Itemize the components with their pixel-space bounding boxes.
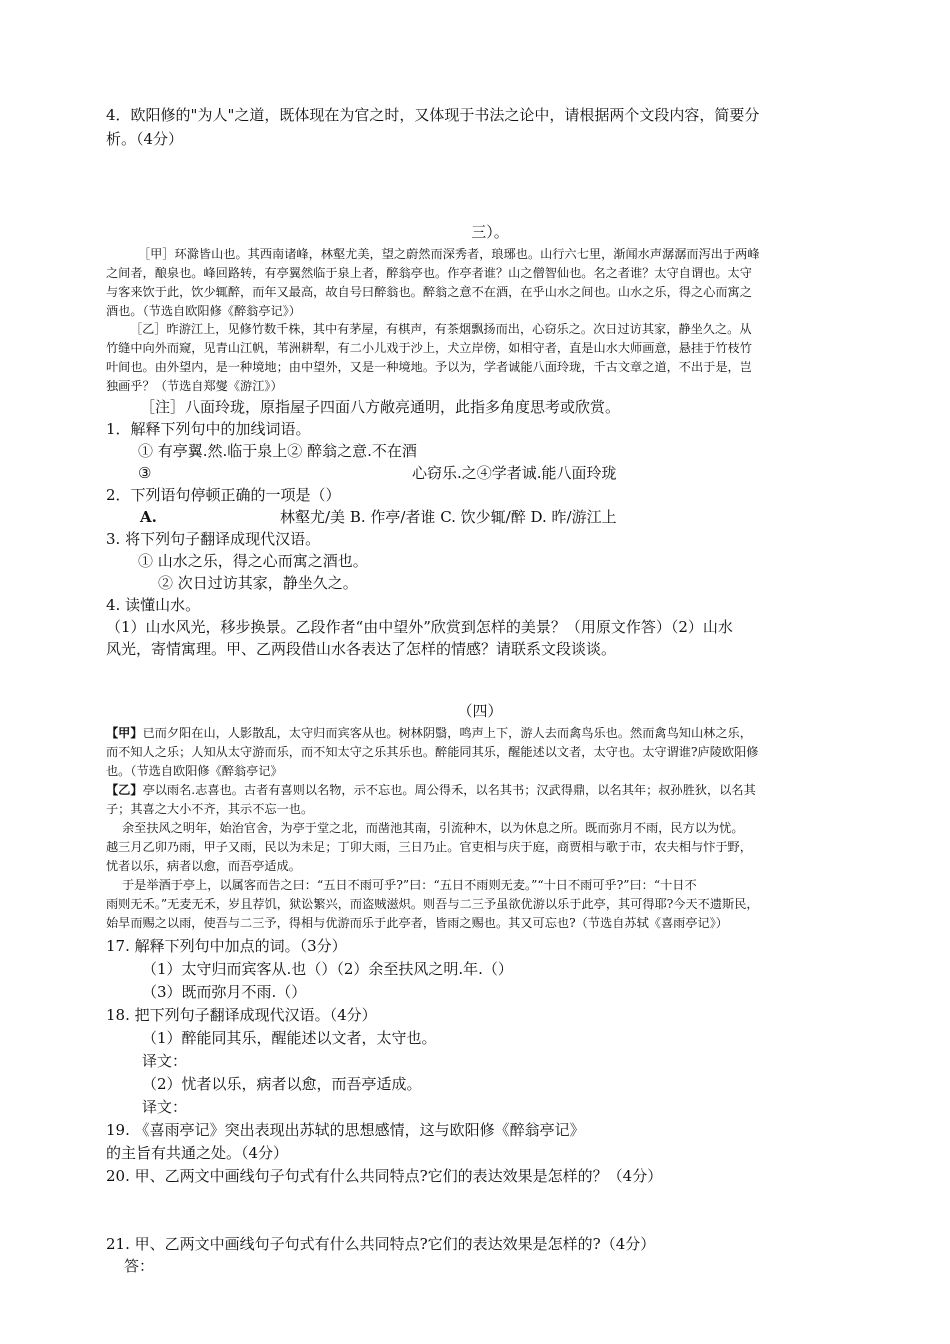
passage-line: 于是举酒于亭上，以属客而告之曰：“五日不雨可乎?”曰：“五日不雨则无麦。”“十日不雨可乎?”曰：“十日不	[122, 878, 697, 892]
passage-line: 也。（节选自欧阳修《醉翁亭记》	[106, 764, 283, 778]
section3-q3-sentence1: ① 山水之乐，得之心而寓之酒也。	[138, 552, 368, 570]
section3-q3: 3. 将下列句子翻译成现代汉语。	[106, 530, 321, 548]
passage-line: ［甲］环滁皆山也。其西南诸峰，林壑尤美，望之蔚然而深秀者，琅琊也。山行六七里，渐闻水声潺潺而泻出于两峰	[138, 247, 760, 261]
q18-translation-label2: 译文：	[142, 1098, 188, 1116]
passage-line: 而不知人之乐；人知从太守游而乐，而不知太守之乐其乐也。醉能同其乐，醒能述以文者，太守也。太守谓谁?庐陵欧阳修	[106, 745, 759, 759]
section3-q2-options: 林壑尤/美 B. 作亭/者谁 C. 饮少辄/醉 D. 昨/游江上	[280, 508, 617, 526]
passage-label-jia: 【甲】	[106, 726, 143, 740]
section3-q2-option-a: A.	[140, 508, 157, 526]
passage-line: 竹缝中向外而窥，见青山江帆，苇洲耕犁，有二小儿戏于沙上，犬立岸傍，如相守者，直是山水大师画意，悬挂于竹枝竹	[106, 341, 752, 355]
q4-top-line2: 析。（4分）	[106, 130, 184, 148]
passage-line: 越三月乙卯乃雨，甲子又雨，民以为未足；丁卯大雨，三日乃止。官吏相与庆于庭，商贾相与歌于市，农夫相与忭于野，	[106, 840, 752, 854]
q17-items2: （3）既而弥月不雨.（）	[142, 983, 307, 1001]
passage-label-yi: 【乙】	[106, 783, 143, 797]
section3-heading: 三）。	[471, 223, 509, 241]
passage-line: 叶间也。由外望内，是一种境地；由中望外，又是一种境地。予以为，学者诚能八面玲珑，千古文章之道，不出于是，岂	[106, 360, 752, 374]
q4-top-line1: 4．欧阳修的"为人"之道，既体现在为官之时，又体现于书法之论中，请根据两个文段内容，简要分	[106, 106, 760, 124]
q18-sentence2: （2）忧者以乐，病者以愈，而吾亭适成。	[142, 1075, 422, 1093]
passage-line: 与客来饮于此，饮少辄醉，而年又最高，故自号曰醉翁也。醉翁之意不在酒，在乎山水之间也。山水之乐，得之心而寓之	[106, 285, 752, 299]
q19-line1: 19. 《喜雨亭记》突出表现出苏轼的思想感情，这与欧阳修《醉翁亭记》	[106, 1121, 585, 1139]
passage-line: ［乙］昨游江上，见修竹数千株，其中有茅屋，有棋声，有茶烟飘扬而出，心窃乐之。次日过访其家，静坐久之。从	[130, 322, 752, 336]
q17: 17. 解释下列句中加点的词。（3分）	[106, 937, 347, 955]
q18: 18. 把下列句子翻译成现代汉语。（4分）	[106, 1006, 377, 1024]
section3-q4-line2: 风光，寄情寓理。甲、乙两段借山水各表达了怎样的情感？请联系文段谈谈。	[106, 640, 617, 658]
section3-q4-line1: （1）山水风光，移步换景。乙段作者“由中望外”欣赏到怎样的美景？（用原文作答）（2）山水	[106, 618, 733, 636]
q18-sentence1: （1）醉能同其乐，醒能述以文者，太守也。	[142, 1029, 437, 1047]
passage-line: 雨则无禾。”无麦无禾，岁且荐饥，狱讼繁兴，而盗贼滋炽。则吾与二三予虽欲优游以乐于此亭，其可得耶?今天不遗斯民，	[106, 897, 759, 911]
section3-q1-items-a: ① 有亭翼.然.临于泉上② 醉翁之意.不在酒	[138, 442, 417, 460]
passage-line: 亭以雨名.志喜也。古者有喜则以名物，示不忘也。周公得禾，以名其书；汉武得鼎，以名其年；叔孙胜狄，以名其	[142, 783, 756, 797]
section3-q1: 1．解释下列句中的加线词语。	[106, 420, 311, 438]
q21: 21. 甲、乙两文中画线句子句式有什么共同特点?它们的表达效果是怎样的?（4分）	[106, 1235, 656, 1253]
passage-line: 已而夕阳在山，人影散乱，太守归而宾客从也。树林阴翳，鸣声上下，游人去而禽鸟乐也。然而禽鸟知山林之乐，	[142, 726, 752, 740]
passage-line: 之间者，酿泉也。峰回路转，有亭翼然临于泉上者，醉翁亭也。作亭者谁？山之僧智仙也。名之者谁？太守自谓也。太守	[106, 266, 752, 280]
q18-translation-label1: 译文：	[142, 1052, 188, 1070]
passage-line: 酒也。（节选自欧阳修《醉翁亭记》）	[106, 304, 301, 318]
section3-q3-sentence2: ② 次日过访其家，静坐久之。	[158, 574, 358, 592]
section3-note: ［注］八面玲珑，原指屋子四面八方敞亮通明，此指多角度思考或欣赏。	[140, 398, 621, 416]
section3-q2: 2．下列语句停顿正确的一项是（）	[106, 486, 341, 504]
q19-line2: 的主旨有共通之处。（4分）	[106, 1144, 289, 1162]
passage-line: 余至扶风之明年，始治官舍，为亭于堂之北，而凿池其南，引流种木，以为休息之所。既而弥月不雨，民方以为忧。	[122, 821, 744, 835]
q17-items1: （1）太守归而宾客从.也（）（2）余至扶风之明.年.（）	[142, 960, 513, 978]
section3-q1-items-b-num: ③	[138, 464, 152, 482]
section3-q4: 4. 读懂山水。	[106, 596, 201, 614]
section4-heading: （四）	[457, 702, 503, 720]
passage-line: 始旱而赐之以雨，使吾与二三予，得相与优游而乐于此亭者，皆雨之赐也。其又可忘也?（节选自苏轼《喜雨亭记》）	[106, 916, 728, 930]
answer-label: 答：	[124, 1257, 155, 1275]
passage-line: 子；其喜之大小不齐，其示不忘一也。	[106, 802, 314, 816]
passage-line: 忧者以乐，病者以愈，而吾亭适成。	[106, 859, 301, 873]
section3-q1-items-b: 心窃乐.之④学者诚.能八面玲珑	[412, 464, 617, 482]
passage-line: 独画乎？（节选自郑燮《游江》）	[106, 379, 283, 393]
q20: 20. 甲、乙两文中画线句子句式有什么共同特点?它们的表达效果是怎样的？（4分）	[106, 1167, 663, 1185]
